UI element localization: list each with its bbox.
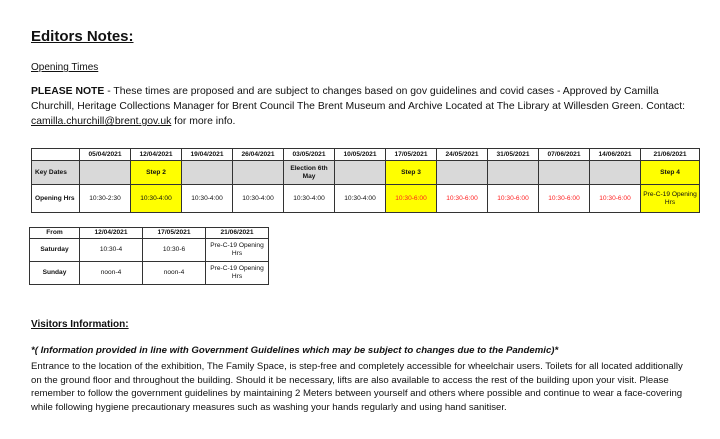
please-note-text: - These times are proposed and are subject to changes based on gov guidelines and covid cases - Approved by Camilla Churchill, Heritage Collections Manager for Brent Council The Brent Museum and Archive Located at The Library at Willesden Green. Contact: [31, 86, 685, 112]
weekend-date: 17/05/2021 [143, 228, 206, 239]
sunday-row [30, 262, 269, 285]
key-date-cell [182, 161, 233, 185]
key-date-cell [590, 161, 641, 185]
hours-cell: 10:30-6:00 [539, 185, 590, 213]
please-note-label: PLEASE NOTE [31, 86, 105, 97]
key-date-cell [233, 161, 284, 185]
schedule-date: 31/05/2021 [488, 149, 539, 161]
key-date-cell: Election 6th May [284, 161, 335, 185]
opening-hours-label: Opening Hrs [32, 185, 80, 213]
weekend-header-row [30, 228, 269, 239]
saturday-hours: 10:30-4 [80, 239, 143, 262]
weekend-date: 21/06/2021 [206, 228, 269, 239]
sunday-label: Sunday [30, 262, 80, 285]
hours-cell: 10:30-6:00 [437, 185, 488, 213]
schedule-date: 05/04/2021 [80, 149, 131, 161]
key-date-cell [335, 161, 386, 185]
schedule-date: 17/05/2021 [386, 149, 437, 161]
key-date-cell [539, 161, 590, 185]
hours-cell: 10:30-4:00 [131, 185, 182, 213]
key-date-cell: Step 2 [131, 161, 182, 185]
please-note-after: for more info. [171, 116, 236, 127]
key-dates-row [32, 161, 700, 185]
opening-hours-row [32, 185, 700, 213]
hours-cell: Pre-C-19 Opening Hrs [641, 185, 700, 213]
opening-schedule-table [31, 148, 700, 213]
saturday-hours: Pre-C-19 Opening Hrs [206, 239, 269, 262]
schedule-date-row [32, 149, 700, 161]
sunday-hours: noon-4 [143, 262, 206, 285]
hours-cell: 10:30-6:00 [488, 185, 539, 213]
hours-cell: 10:30-4:00 [335, 185, 386, 213]
opening-times-heading: Opening Times [31, 62, 99, 73]
schedule-date: 03/05/2021 [284, 149, 335, 161]
page-title: Editors Notes: [31, 28, 134, 45]
key-date-cell: Step 4 [641, 161, 700, 185]
schedule-date: 14/06/2021 [590, 149, 641, 161]
weekend-from-label: From [30, 228, 80, 239]
schedule-date: 26/04/2021 [233, 149, 284, 161]
hours-cell: 10:30-6:00 [386, 185, 437, 213]
key-dates-label: Key Dates [32, 161, 80, 185]
saturday-row [30, 239, 269, 262]
schedule-date: 21/06/2021 [641, 149, 700, 161]
hours-cell: 10:30-4:00 [284, 185, 335, 213]
contact-email-link[interactable]: camilla.churchill@brent.gov.uk [31, 116, 172, 127]
key-date-cell: Step 3 [386, 161, 437, 185]
weekend-date: 12/04/2021 [80, 228, 143, 239]
schedule-date: 10/05/2021 [335, 149, 386, 161]
schedule-date: 12/04/2021 [131, 149, 182, 161]
please-note-paragraph [31, 84, 691, 129]
visitors-guideline-note: *( Information provided in line with Government Guidelines which may be subject to changes due to the Pandemic)* [31, 345, 559, 356]
sunday-hours: Pre-C-19 Opening Hrs [206, 262, 269, 285]
hours-cell: 10:30-2:30 [80, 185, 131, 213]
schedule-date: 19/04/2021 [182, 149, 233, 161]
key-date-cell [80, 161, 131, 185]
weekend-hours-table [29, 227, 269, 285]
schedule-date: 07/06/2021 [539, 149, 590, 161]
saturday-label: Saturday [30, 239, 80, 262]
sunday-hours: noon-4 [80, 262, 143, 285]
key-date-cell [437, 161, 488, 185]
key-date-cell [488, 161, 539, 185]
hours-cell: 10:30-4:00 [182, 185, 233, 213]
hours-cell: 10:30-6:00 [590, 185, 641, 213]
visitors-information-heading: Visitors Information: [31, 319, 129, 330]
schedule-date: 24/05/2021 [437, 149, 488, 161]
hours-cell: 10:30-4:00 [233, 185, 284, 213]
schedule-corner-cell [32, 149, 80, 161]
visitors-information-body: Entrance to the location of the exhibition, The Family Space, is step-free and completely accessible for wheelchair users. Toilets for all located additionally on the ground floor and throughout the building. Should it be necessary, lifts are also available to access the rest of the building upon your visit. Please remember to follow the government guidelines by maintaining 2 Meters between yourself and others where possible and continue to wear a face-covering while following hygiene precautionary measures such as washing your hands regularly and using hand sanitiser. [31, 361, 683, 413]
saturday-hours: 10:30-6 [143, 239, 206, 262]
